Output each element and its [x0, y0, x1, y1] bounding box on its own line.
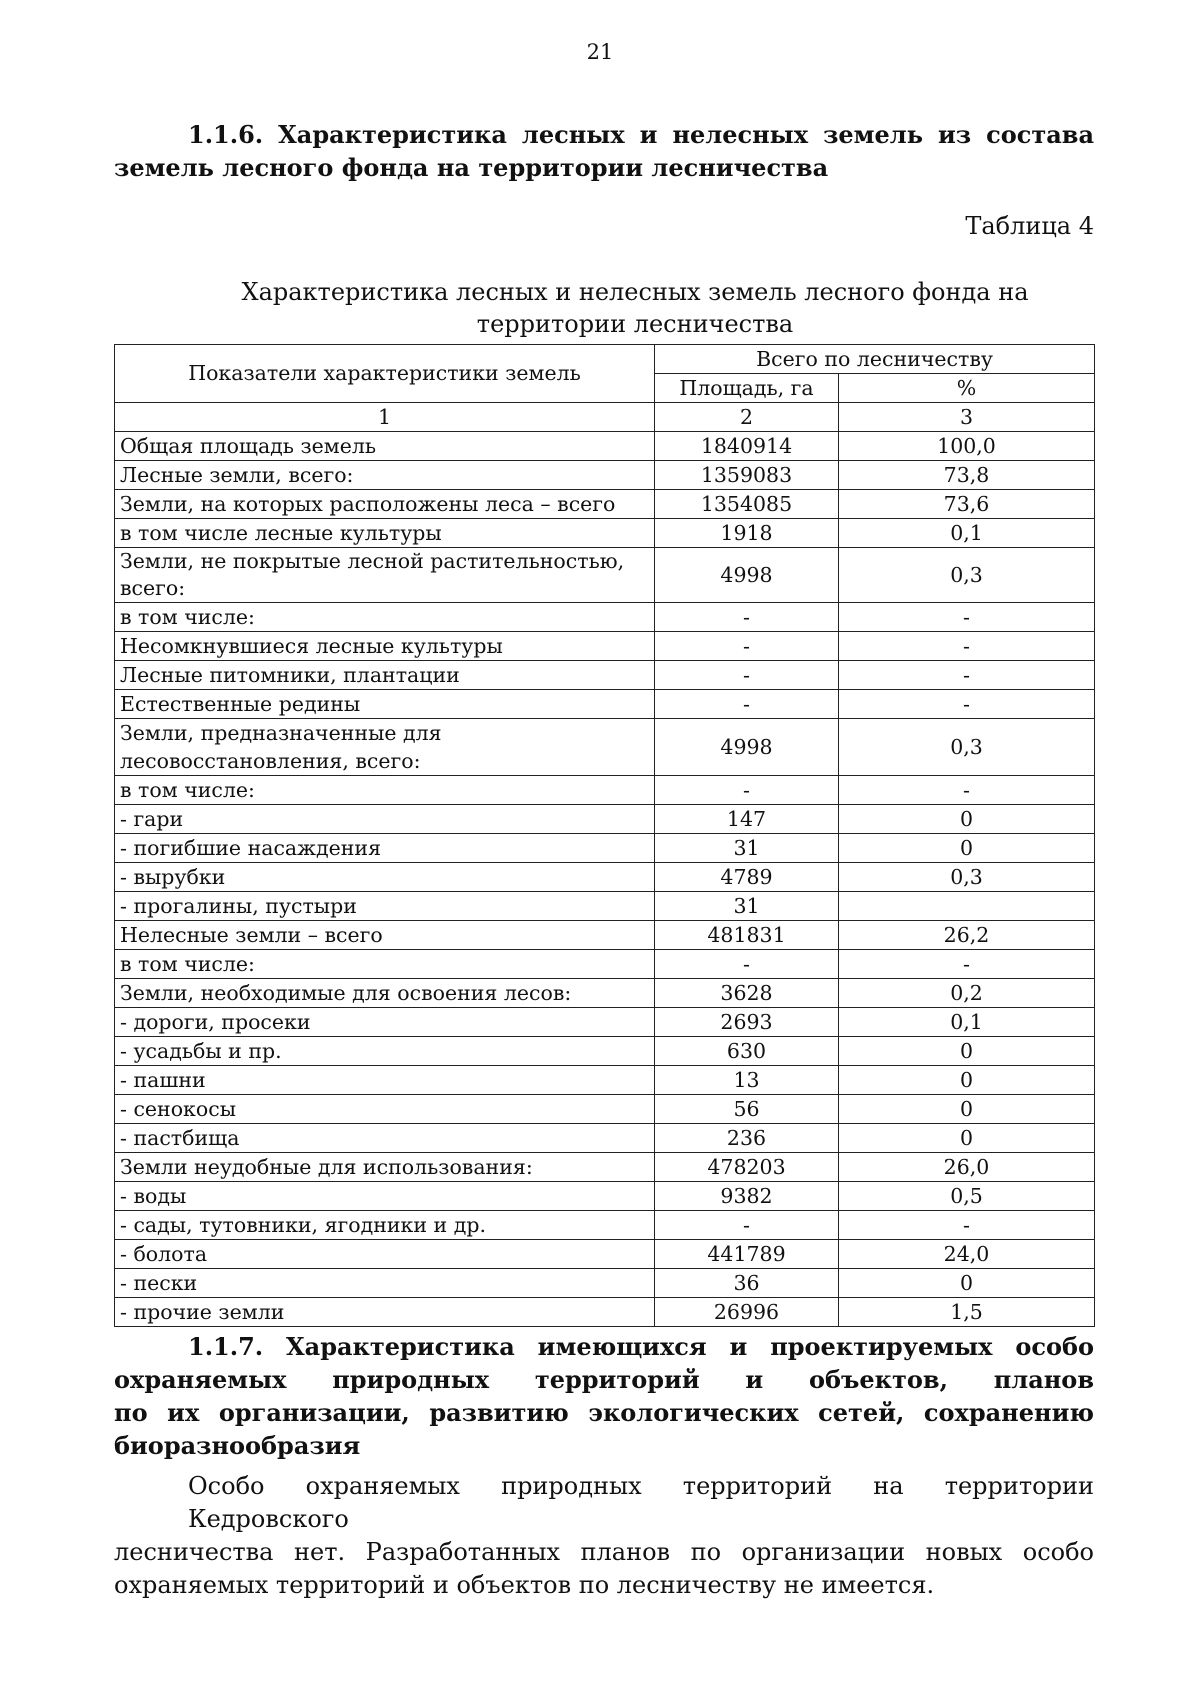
- table-label: Таблица 4: [965, 212, 1094, 240]
- table-row: [115, 1240, 1095, 1269]
- row-area: 13: [655, 1066, 839, 1095]
- row-area: 1840914: [655, 432, 839, 461]
- row-name: в том числе:: [115, 776, 655, 805]
- row-percent: 0: [839, 1095, 1095, 1124]
- row-area: -: [655, 632, 839, 661]
- table-row: [115, 776, 1095, 805]
- row-name: - прочие земли: [115, 1298, 655, 1327]
- table-row: [115, 461, 1095, 490]
- table-caption: Характеристика лесных и нелесных земель лесного фонда на территории лесничества: [241, 278, 1029, 338]
- row-percent: -: [839, 690, 1095, 719]
- table-row: [115, 892, 1095, 921]
- column-number: 3: [839, 403, 1095, 432]
- row-percent: 26,2: [839, 921, 1095, 950]
- row-area: 31: [655, 892, 839, 921]
- row-name: - болота: [115, 1240, 655, 1269]
- row-percent: 0,3: [839, 548, 1095, 603]
- table-row: [115, 432, 1095, 461]
- row-area: 26996: [655, 1298, 839, 1327]
- table-row: [115, 690, 1095, 719]
- body-paragraph: [114, 1470, 1094, 1602]
- row-name: Естественные редины: [115, 690, 655, 719]
- row-percent: 0: [839, 1037, 1095, 1066]
- table-row: [115, 632, 1095, 661]
- land-characteristics-table: [114, 344, 1095, 1327]
- row-area: 1918: [655, 519, 839, 548]
- row-percent: -: [839, 1211, 1095, 1240]
- row-percent: 73,8: [839, 461, 1095, 490]
- row-area: 9382: [655, 1182, 839, 1211]
- row-percent: 26,0: [839, 1153, 1095, 1182]
- header-area: Площадь, га: [655, 374, 839, 403]
- row-area: -: [655, 661, 839, 690]
- row-percent: 0: [839, 1124, 1095, 1153]
- row-percent: -: [839, 603, 1095, 632]
- header-percent: %: [839, 374, 1095, 403]
- row-name: Земли, предназначенные для лесовосстановления, всего:: [115, 719, 655, 776]
- table-row: [115, 519, 1095, 548]
- row-area: -: [655, 1211, 839, 1240]
- row-percent: -: [839, 661, 1095, 690]
- row-percent: -: [839, 950, 1095, 979]
- row-area: 478203: [655, 1153, 839, 1182]
- table-row: [115, 1298, 1095, 1327]
- paragraph-line: лесничества нет. Разработанных планов по организации новых особо: [114, 1538, 1094, 1566]
- row-percent: 0: [839, 1269, 1095, 1298]
- row-name: - пастбища: [115, 1124, 655, 1153]
- row-percent: 73,6: [839, 490, 1095, 519]
- row-area: 481831: [655, 921, 839, 950]
- row-percent: 0,1: [839, 1008, 1095, 1037]
- column-number: 1: [115, 403, 655, 432]
- row-area: 4998: [655, 719, 839, 776]
- paragraph-line: Особо охраняемых природных территорий на территории Кедровского: [188, 1472, 1094, 1533]
- row-percent: 24,0: [839, 1240, 1095, 1269]
- row-area: 3628: [655, 979, 839, 1008]
- table-row: [115, 863, 1095, 892]
- paragraph-line: охраняемых территорий и объектов по лесничеству не имеется.: [114, 1571, 935, 1599]
- table-row: [115, 805, 1095, 834]
- table-row: [115, 1124, 1095, 1153]
- row-name: - прогалины, пустыри: [115, 892, 655, 921]
- row-area: 31: [655, 834, 839, 863]
- row-name: Земли, не покрытые лесной растительностью, всего:: [115, 548, 655, 603]
- row-percent: 0,1: [839, 519, 1095, 548]
- row-name: Земли, необходимые для освоения лесов:: [115, 979, 655, 1008]
- row-area: 56: [655, 1095, 839, 1124]
- table-header-row-1: [115, 345, 1095, 374]
- row-name: Нелесные земли – всего: [115, 921, 655, 950]
- table-row: [115, 1153, 1095, 1182]
- table-row: [115, 1066, 1095, 1095]
- row-area: 441789: [655, 1240, 839, 1269]
- table-row: [115, 1037, 1095, 1066]
- row-name: Лесные питомники, плантации: [115, 661, 655, 690]
- row-name: - вырубки: [115, 863, 655, 892]
- table-row: [115, 603, 1095, 632]
- row-name: в том числе лесные культуры: [115, 519, 655, 548]
- table-row: [115, 1211, 1095, 1240]
- table-row: [115, 719, 1095, 776]
- row-name: - усадьбы и пр.: [115, 1037, 655, 1066]
- table-row: [115, 834, 1095, 863]
- row-percent: 1,5: [839, 1298, 1095, 1327]
- row-name: - воды: [115, 1182, 655, 1211]
- section-heading-1-1-6: 1.1.6. Характеристика лесных и нелесных земель из состава земель лесного фонда на территории лесничества: [114, 120, 1094, 182]
- row-name: - пески: [115, 1269, 655, 1298]
- table-row: [115, 548, 1095, 603]
- row-name: - погибшие насаждения: [115, 834, 655, 863]
- table-row: [115, 661, 1095, 690]
- row-area: 4789: [655, 863, 839, 892]
- row-percent: 0: [839, 1066, 1095, 1095]
- heading-line: 1.1.7. Характеристика имеющихся и проектируемых особо: [188, 1332, 1094, 1361]
- row-name: Земли, на которых расположены леса – всего: [115, 490, 655, 519]
- row-percent: 0: [839, 805, 1095, 834]
- table-row: [115, 490, 1095, 519]
- row-percent: 0,2: [839, 979, 1095, 1008]
- header-total-group: Всего по лесничеству: [655, 345, 1095, 374]
- row-area: 4998: [655, 548, 839, 603]
- row-name: Несомкнувшиеся лесные культуры: [115, 632, 655, 661]
- table-row: [115, 1095, 1095, 1124]
- heading-line: охраняемых природных территорий и объектов, планов: [114, 1365, 1094, 1394]
- row-area: 2693: [655, 1008, 839, 1037]
- table-row: [115, 921, 1095, 950]
- row-area: -: [655, 776, 839, 805]
- heading-line: по их организации, развитию экологических сетей, сохранению: [114, 1398, 1094, 1427]
- row-percent: -: [839, 632, 1095, 661]
- table-row: [115, 1008, 1095, 1037]
- row-area: -: [655, 950, 839, 979]
- row-percent: 0,3: [839, 719, 1095, 776]
- row-percent: 0,5: [839, 1182, 1095, 1211]
- row-percent: 100,0: [839, 432, 1095, 461]
- row-name: - дороги, просеки: [115, 1008, 655, 1037]
- heading-line: биоразнообразия: [114, 1431, 361, 1460]
- row-area: -: [655, 603, 839, 632]
- table-row: [115, 950, 1095, 979]
- row-area: 1354085: [655, 490, 839, 519]
- row-percent: 0,3: [839, 863, 1095, 892]
- row-area: 147: [655, 805, 839, 834]
- table-row: [115, 1269, 1095, 1298]
- table-row: [115, 1182, 1095, 1211]
- row-area: 630: [655, 1037, 839, 1066]
- page-number: 21: [586, 40, 614, 64]
- row-percent: 0: [839, 834, 1095, 863]
- section-heading-1-1-7: [114, 1330, 1094, 1462]
- table-column-numbers: [115, 403, 1095, 432]
- row-name: - сенокосы: [115, 1095, 655, 1124]
- row-name: - сады, тутовники, ягодники и др.: [115, 1211, 655, 1240]
- row-name: Земли неудобные для использования:: [115, 1153, 655, 1182]
- row-name: - гари: [115, 805, 655, 834]
- row-area: 236: [655, 1124, 839, 1153]
- row-name: - пашни: [115, 1066, 655, 1095]
- row-percent: -: [839, 776, 1095, 805]
- row-percent: [839, 892, 1095, 921]
- table-row: [115, 979, 1095, 1008]
- row-name: Общая площадь земель: [115, 432, 655, 461]
- row-area: 1359083: [655, 461, 839, 490]
- row-area: 36: [655, 1269, 839, 1298]
- row-area: -: [655, 690, 839, 719]
- row-name: в том числе:: [115, 950, 655, 979]
- row-name: в том числе:: [115, 603, 655, 632]
- column-number: 2: [655, 403, 839, 432]
- row-name: Лесные земли, всего:: [115, 461, 655, 490]
- header-indicators: Показатели характеристики земель: [115, 345, 655, 403]
